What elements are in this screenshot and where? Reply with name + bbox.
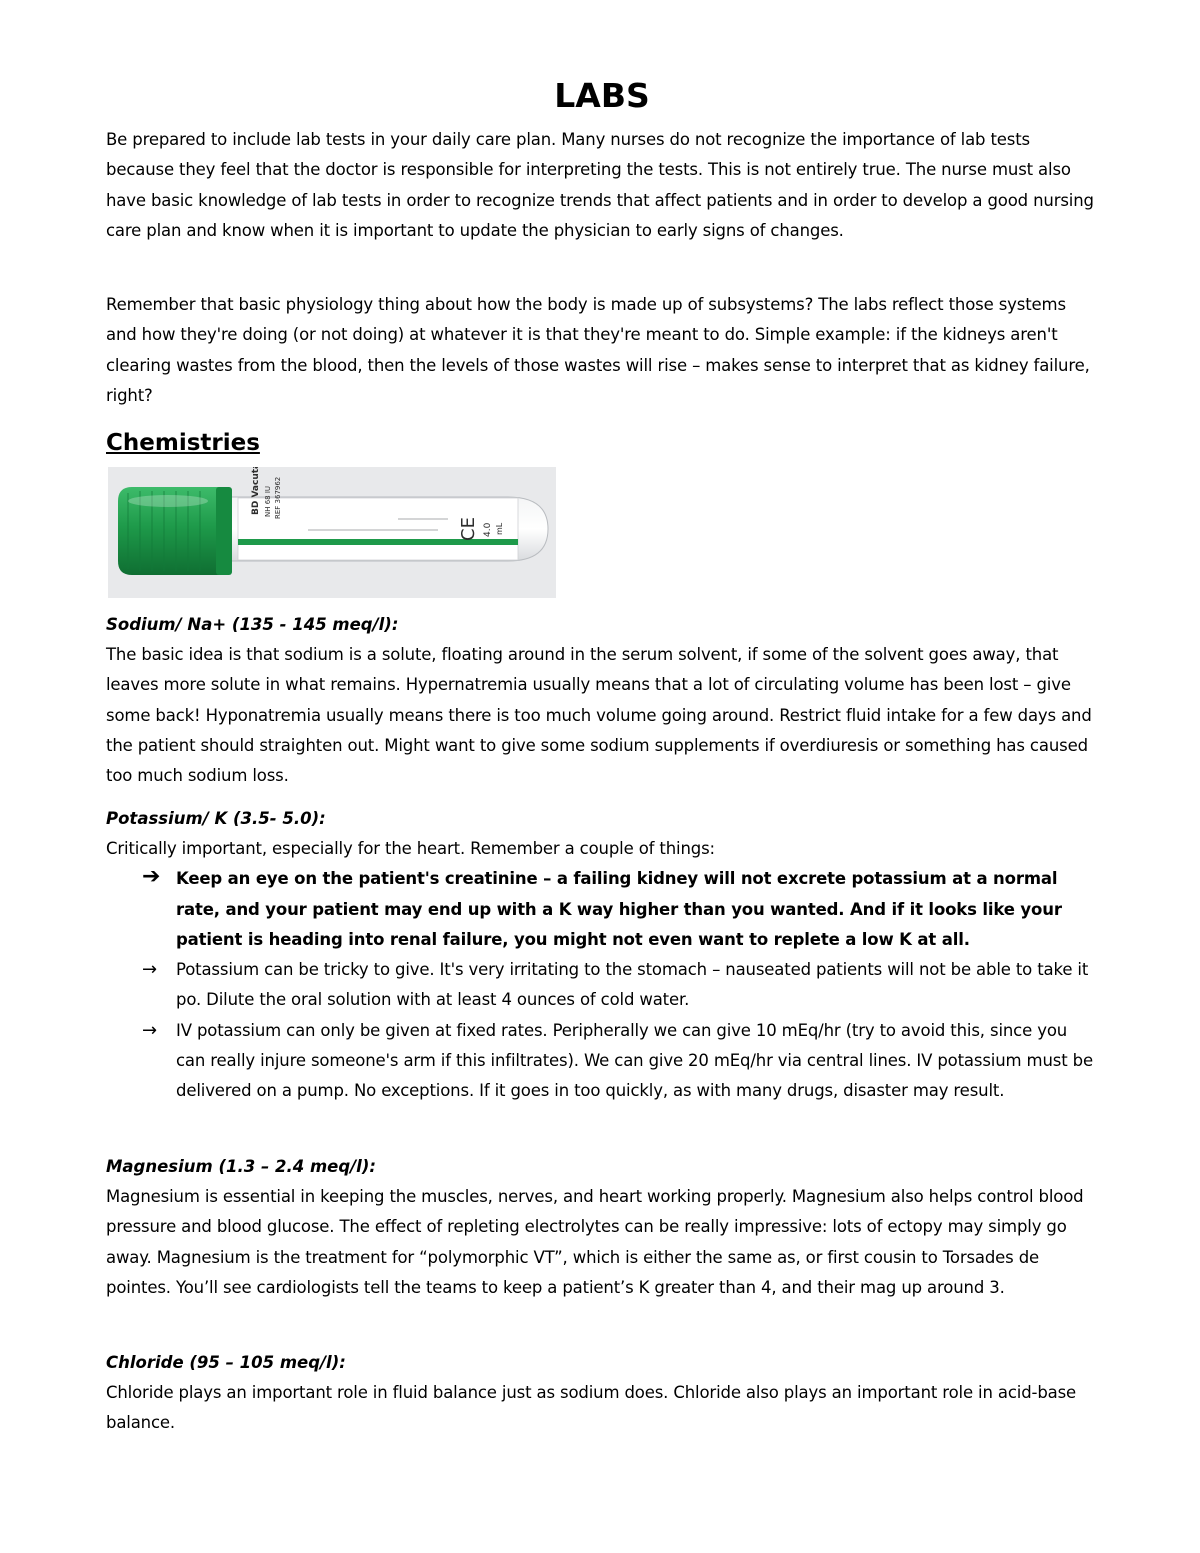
sodium-heading: Sodium/ Na+ (135 - 145 meq/l):: [106, 615, 399, 634]
tube-label-nh: NH 68 IU: [264, 485, 272, 517]
potassium-section: [106, 804, 1098, 1107]
sodium-body: The basic idea is that sodium is a solute, floating around in the serum solvent, if some of the solvent goes away, that leaves more solute in what remains. Hypernatremia usually means that a lot of circulating volume has been lost – give some back! Hyponatremia usually means there is too much volume going around. Restrict fluid intake for a few days and the patient should straighten out. Might want to give some sodium supplements if overdiuresis or something has caused too much sodium loss.: [106, 645, 1092, 786]
bullet-text: Keep an eye on the patient's creatinine – a failing kidney will not excrete potassium at a normal rate, and your patient may end up with a K way higher than you wanted. And if it looks like your patient is heading into renal failure, you might not even want to replete a low K at all.: [176, 869, 1062, 949]
potassium-bullet-list: [106, 864, 1098, 1106]
tube-label-ref: REF 367962: [274, 476, 282, 519]
tube-label-unit: mL: [495, 522, 504, 535]
arrow-bullet-icon: ➔: [142, 864, 161, 890]
page-title: LABS: [554, 76, 650, 115]
tube-label-volume: 4.0: [483, 522, 493, 537]
tube-label-ce: CE: [458, 517, 479, 541]
list-item: [142, 864, 1098, 955]
sodium-section: [106, 610, 1098, 791]
tube-label-brand: BD Vacutainer: [251, 467, 261, 515]
arrow-bullet-icon: →: [142, 959, 157, 981]
potassium-heading: Potassium/ K (3.5- 5.0):: [106, 809, 326, 828]
magnesium-body: Magnesium is essential in keeping the muscles, nerves, and heart working properly. Magnesium also helps control blood pressure and blood glucose. The effect of repleting electrolytes can be really impressive: lots of ectopy may simply go away. Magnesium is the treatment for “polymorphic VT”, which is either the same as, or first cousin to Torsades de pointes. You’ll see cardiologists tell the teams to keep a patient’s K greater than 4, and their mag up around 3.: [106, 1187, 1084, 1297]
green-top-tube-icon: [108, 467, 556, 598]
magnesium-heading: Magnesium (1.3 – 2.4 meq/l):: [106, 1157, 376, 1176]
chloride-section: [106, 1348, 1098, 1439]
list-item: [142, 955, 1098, 1016]
chloride-body: Chloride plays an important role in fluid balance just as sodium does. Chloride also plays an important role in acid-base balance.: [106, 1383, 1077, 1433]
intro-paragraph-1: Be prepared to include lab tests in your daily care plan. Many nurses do not recognize the importance of lab tests because they feel that the doctor is responsible for interpreting the tests. This is not entirely true. The nurse must also have basic knowledge of lab tests in order to recognize trends that affect patients and in order to develop a good nursing care plan and know when it is important to update the physician to early signs of changes.: [106, 130, 1094, 240]
bullet-text: Potassium can be tricky to give. It's very irritating to the stomach – nauseated patients will not be able to take it po. Dilute the oral solution with at least 4 ounces of cold water.: [176, 960, 1089, 1010]
blood-tube-image: [108, 467, 556, 598]
section-heading-chemistries: Chemistries: [106, 430, 260, 456]
magnesium-section: [106, 1152, 1098, 1303]
intro-paragraph-2: Remember that basic physiology thing about how the body is made up of subsystems? The labs reflect those systems and how they're doing (or not doing) at whatever it is that they're meant to do. Simple example: if the kidneys aren't clearing wastes from the blood, then the levels of those wastes will rise – makes sense to interpret that as kidney failure, right?: [106, 295, 1090, 405]
chloride-heading: Chloride (95 – 105 meq/l):: [106, 1353, 346, 1372]
list-item: [142, 1016, 1098, 1107]
arrow-bullet-icon: →: [142, 1019, 157, 1041]
bullet-text: IV potassium can only be given at fixed rates. Peripherally we can give 10 mEq/hr (try to avoid this, since you can really injure someone's arm if this infiltrates). We can give 20 mEq/hr via central lines. IV potassium must be delivered on a pump. No exceptions. If it goes in too quickly, as with many drugs, disaster may result.: [176, 1020, 1093, 1101]
potassium-body: Critically important, especially for the heart. Remember a couple of things:: [106, 839, 715, 858]
